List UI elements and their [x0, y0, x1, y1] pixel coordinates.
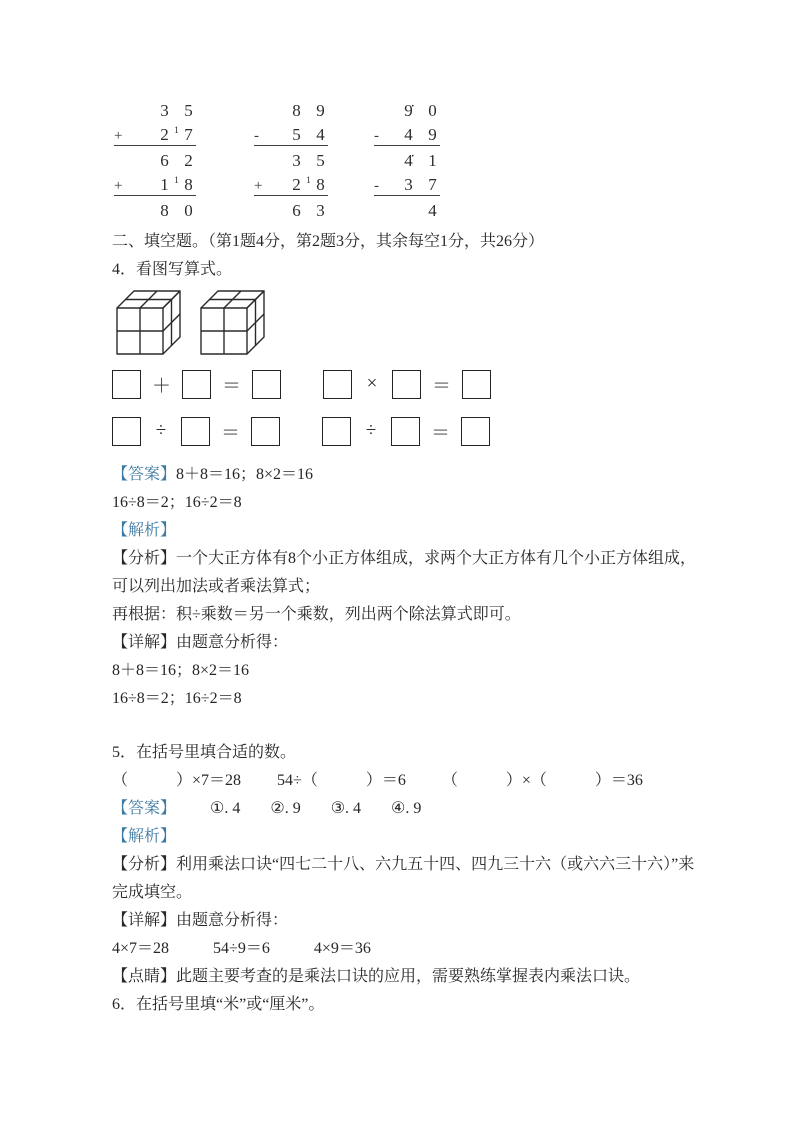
equals-sign: ＝: [431, 422, 451, 444]
arith-row: [374, 200, 440, 222]
arith-row: [114, 100, 196, 122]
digit: 3: [404, 175, 413, 194]
digit: 2: [160, 125, 169, 144]
q5-detail-expressions: [112, 935, 703, 963]
digit: 7: [428, 175, 437, 194]
answer-marker: 【答案】: [112, 466, 177, 483]
equation-division-1: [112, 417, 280, 446]
q4-detail-line-1: 8＋8＝16；8×2＝16: [112, 662, 250, 679]
digit: 9: [316, 101, 325, 120]
plus-operator: ＋: [152, 375, 172, 397]
equation-multiplication: [323, 370, 491, 399]
digit-with-borrow-dot: 4̇: [404, 151, 413, 170]
answer-box: [251, 417, 280, 446]
expression: （ ）×（ ）＝36: [441, 772, 643, 789]
answer-box: [252, 370, 281, 399]
carry-mark: 1: [174, 126, 179, 136]
arithmetic-section: [0, 0, 793, 230]
divide-operator: ÷: [155, 420, 167, 441]
digit: 5: [292, 125, 301, 144]
q4-analysis-marker: [112, 517, 703, 545]
operator: -: [254, 128, 259, 144]
analysis-marker: 【解析】: [112, 828, 177, 845]
arith-row: [254, 200, 328, 222]
digit: 0: [184, 201, 193, 220]
digit: 1: [160, 175, 169, 194]
question-5-title: 5．在括号里填合适的数。: [112, 744, 297, 761]
digit: 4: [404, 125, 413, 144]
q4-analysis-text-2: 再根据：积÷乘数＝另一个乘数，列出两个除法算式即可。: [112, 606, 521, 623]
expression: 4×7＝28: [112, 940, 170, 957]
expression: 54÷（ ）＝6: [277, 772, 406, 789]
q5-detail-marker: 【详解】由题意分析得：: [112, 912, 289, 929]
digit: 9: [428, 125, 437, 144]
arith-row: [254, 124, 328, 146]
q4-detail-line-2: 16÷8＝2；16÷2＝8: [112, 690, 242, 707]
answer-box: [392, 370, 421, 399]
equals-sign: ＝: [432, 375, 452, 397]
arith-row: [114, 174, 196, 196]
digit: 6: [160, 151, 169, 170]
answer-item: ④. 9: [391, 800, 422, 817]
answer-item: ③. 4: [330, 800, 362, 817]
answer-box: [461, 417, 490, 446]
answer-text: 8＋8＝16；8×2＝16: [176, 466, 314, 483]
arith-row: [374, 150, 440, 172]
digit: 1: [428, 151, 437, 170]
q5-analysis-marker: [112, 823, 703, 851]
carry-mark: 1: [174, 176, 179, 186]
answer-marker: 【答案】: [112, 800, 177, 817]
equals-sign: ＝: [221, 422, 241, 444]
multiply-operator: ×: [366, 373, 378, 394]
digit: 4: [316, 125, 325, 144]
q4-analysis-text: 【分析】一个大正方体有8个小正方体组成，求两个大正方体有几个小正方体组成，可以列出加法或者乘法算式；: [112, 550, 697, 595]
arith-row: [114, 124, 196, 146]
document-body: [0, 228, 793, 1019]
answer-item: ②. 9: [270, 800, 301, 817]
arith-row: [254, 100, 328, 122]
digit: 2: [292, 175, 301, 194]
answer-box: [112, 417, 141, 446]
digit: 8: [160, 201, 169, 220]
digit: 8: [292, 101, 301, 120]
operator: +: [114, 178, 123, 194]
answer-box: [181, 417, 210, 446]
digit: 7: [184, 125, 193, 144]
arith-row: [374, 100, 440, 122]
question-4-title: 4．看图写算式。: [112, 261, 233, 278]
vertical-problem-2: [254, 100, 328, 224]
digit: 0: [428, 101, 437, 120]
operator: -: [374, 178, 379, 194]
arith-row: [254, 174, 328, 196]
vertical-problem-1: [114, 100, 196, 224]
arith-row: [254, 150, 328, 172]
answer-box: [182, 370, 211, 399]
answer-box: [322, 417, 351, 446]
answer-box: [462, 370, 491, 399]
arith-row: [374, 124, 440, 146]
expression: （ ）×7＝28: [112, 772, 242, 789]
operator: -: [374, 128, 379, 144]
q5-answer-line: [112, 795, 703, 823]
q5-analysis-text: 【分析】利用乘法口诀“四七二十八、六九五十四、四九三十六（或六六三十六）”来完成填空。: [112, 856, 695, 901]
digit: 3: [160, 101, 169, 120]
answer-item: ①. 4: [210, 800, 241, 817]
equation-division-2: [322, 417, 490, 446]
q5-expressions: [112, 767, 703, 795]
answer-box: [112, 370, 141, 399]
operator: +: [114, 128, 123, 144]
expression: 54÷9＝6: [213, 940, 270, 957]
equation-row-1: [112, 368, 703, 400]
answer-box: [391, 417, 420, 446]
digit: 2: [184, 151, 193, 170]
arith-row: [114, 150, 196, 172]
digit: 8: [184, 175, 193, 194]
question-6-title: 6．在括号里填“米”或“厘米”。: [112, 996, 325, 1013]
digit: 6: [292, 201, 301, 220]
vertical-problem-3: [374, 100, 440, 224]
digit-with-borrow-dot: 9̇: [404, 101, 413, 120]
arith-row: [114, 200, 196, 222]
digit: 8: [316, 175, 325, 194]
operator: +: [254, 178, 263, 194]
equation-addition: [112, 370, 281, 399]
q4-answer-line-2: 16÷8＝2；16÷2＝8: [112, 494, 242, 511]
arith-row: [374, 174, 440, 196]
digit: 5: [316, 151, 325, 170]
q4-answer-line-1: [112, 461, 703, 489]
equals-sign: ＝: [222, 375, 242, 397]
expression: 4×9＝36: [313, 940, 371, 957]
answer-box: [323, 370, 352, 399]
equation-row-2: [112, 415, 703, 447]
cube-icon: [116, 290, 182, 356]
digit: 3: [316, 201, 325, 220]
cube-figure: [116, 290, 703, 358]
digit: 4: [428, 201, 437, 220]
digit: 5: [184, 101, 193, 120]
q5-highlight-note: 【点睛】此题主要考查的是乘法口诀的应用，需要熟练掌握表内乘法口诀。: [112, 968, 641, 985]
digit: 3: [292, 151, 301, 170]
analysis-marker: 【解析】: [112, 522, 177, 539]
q4-detail-marker: 【详解】由题意分析得：: [112, 634, 289, 651]
section-title: 二、填空题。（第1题4分，第2题3分，其余每空1分，共26分）: [112, 233, 545, 250]
cube-icon: [200, 290, 266, 356]
carry-mark: 1: [306, 176, 311, 186]
divide-operator: ÷: [365, 420, 377, 441]
